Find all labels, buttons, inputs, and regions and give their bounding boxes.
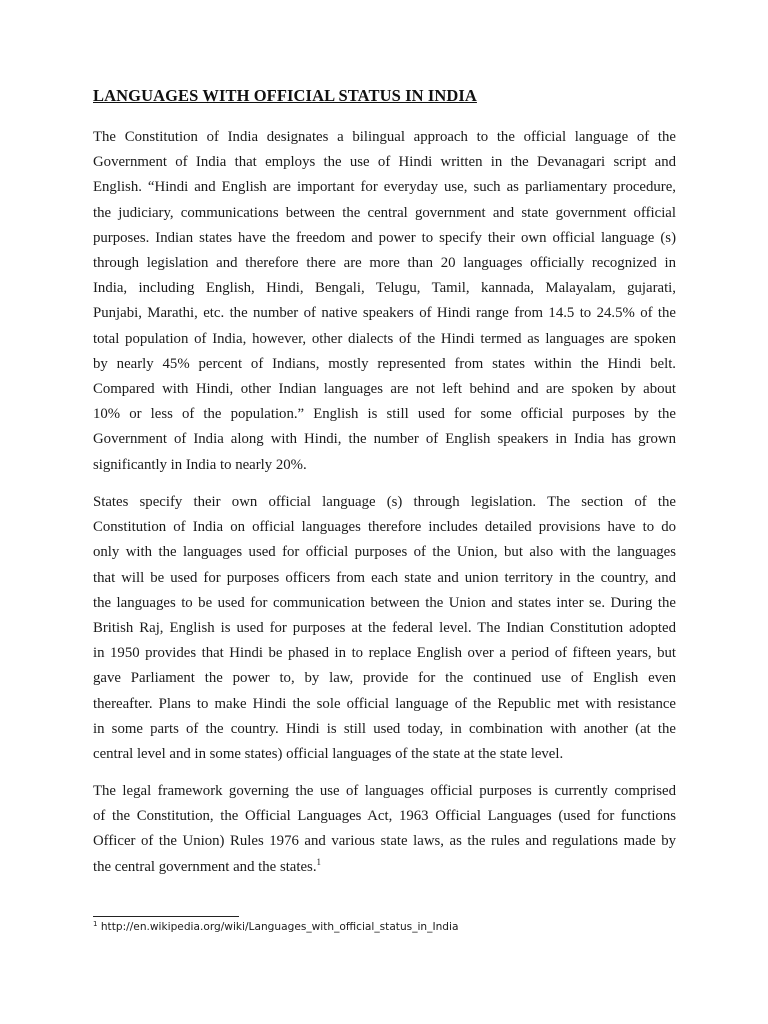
footnote-number: 1: [93, 920, 98, 928]
text-line: gave Parliament the power to, by law, provide for the continued use of English even: [93, 670, 676, 687]
text-line: Constitution of India on official languages therefore includes detailed provisions have to do: [93, 519, 676, 536]
text-line: significantly in India to nearly 20%.: [93, 456, 307, 473]
text-line: in 1950 provides that Hindi be phased in to replace English over a period of fifteen years, but: [93, 645, 676, 662]
footnote-separator: [93, 916, 239, 917]
paragraph-legal-framework: [93, 779, 676, 880]
text-line: purposes. Indian states have the freedom and power to specify their own official language (s): [93, 229, 676, 246]
text-line: India, including English, Hindi, Bengali, Telugu, Tamil, kannada, Malayalam, gujarati,: [93, 280, 676, 297]
text-line: of the Constitution, the Official Languages Act, 1963 Official Languages (used for functions: [93, 808, 676, 825]
text-line: Punjabi, Marathi, etc. the number of native speakers of Hindi range from 14.5 to 24.5% of the: [93, 305, 676, 322]
footnote-reference[interactable]: 1: [316, 856, 322, 867]
text-line: thereafter. Plans to make Hindi the sole official language of the Republic met with resistance: [93, 695, 676, 712]
text-line: only with the languages used for official purposes of the Union, but also with the languages: [93, 544, 676, 561]
text-line: States specify their own official language (s) through legislation. The section of the: [93, 494, 676, 510]
text-line: 10% or less of the population.” English is still used for some official purposes by the: [93, 406, 676, 423]
text-line: The legal framework governing the use of languages official purposes is currently comprised: [93, 783, 676, 799]
text-line: in some parts of the country. Hindi is still used today, in combination with another (at the: [93, 720, 676, 737]
text-line: the central government and the states.: [93, 858, 317, 875]
text-line: total population of India, however, other dialects of the Hindi termed as languages are spoken: [93, 330, 676, 347]
text-line: Officer of the Union) Rules 1976 and various state laws, as the rules and regulations made by: [93, 833, 676, 850]
text-line: Government of India that employs the use of Hindi written in the Devanagari script and: [93, 154, 676, 171]
text-line: central level and in some states) official languages of the state at the state level.: [93, 746, 564, 763]
text-line-with-footnote: [93, 855, 676, 880]
footnote: [93, 920, 458, 934]
text-line: the languages to be used for communication between the Union and states inter se. During the: [93, 594, 676, 611]
text-line: by nearly 45% percent of Indians, mostly represented from states within the Hindi belt.: [93, 355, 676, 372]
text-line: that will be used for purposes officers from each state and union territory in the country, and: [93, 569, 676, 586]
paragraph-legislation: [93, 490, 676, 767]
text-line: British Raj, English is used for purposes at the federal level. The Indian Constitution adopted: [93, 620, 676, 637]
text-line: Government of India along with Hindi, the number of English speakers in India has grown: [93, 431, 676, 448]
text-line: English. “Hindi and English are important for everyday use, such as parliamentary procedure,: [93, 179, 676, 196]
text-line: the judiciary, communications between the central government and state government official: [93, 204, 676, 221]
text-line: Compared with Hindi, other Indian languages are not left behind and are spoken by about: [93, 381, 676, 398]
text-line: through legislation and therefore there are more than 20 languages officially recognized in: [93, 255, 676, 272]
footnote-link[interactable]: http://en.wikipedia.org/wiki/Languages_with_official_status_in_India: [100, 921, 459, 933]
text-line: The Constitution of India designates a bilingual approach to the official language of the: [93, 129, 676, 145]
paragraph-constitution: [93, 125, 676, 478]
document-title: LANGUAGES WITH OFFICIAL STATUS IN INDIA: [93, 86, 477, 105]
